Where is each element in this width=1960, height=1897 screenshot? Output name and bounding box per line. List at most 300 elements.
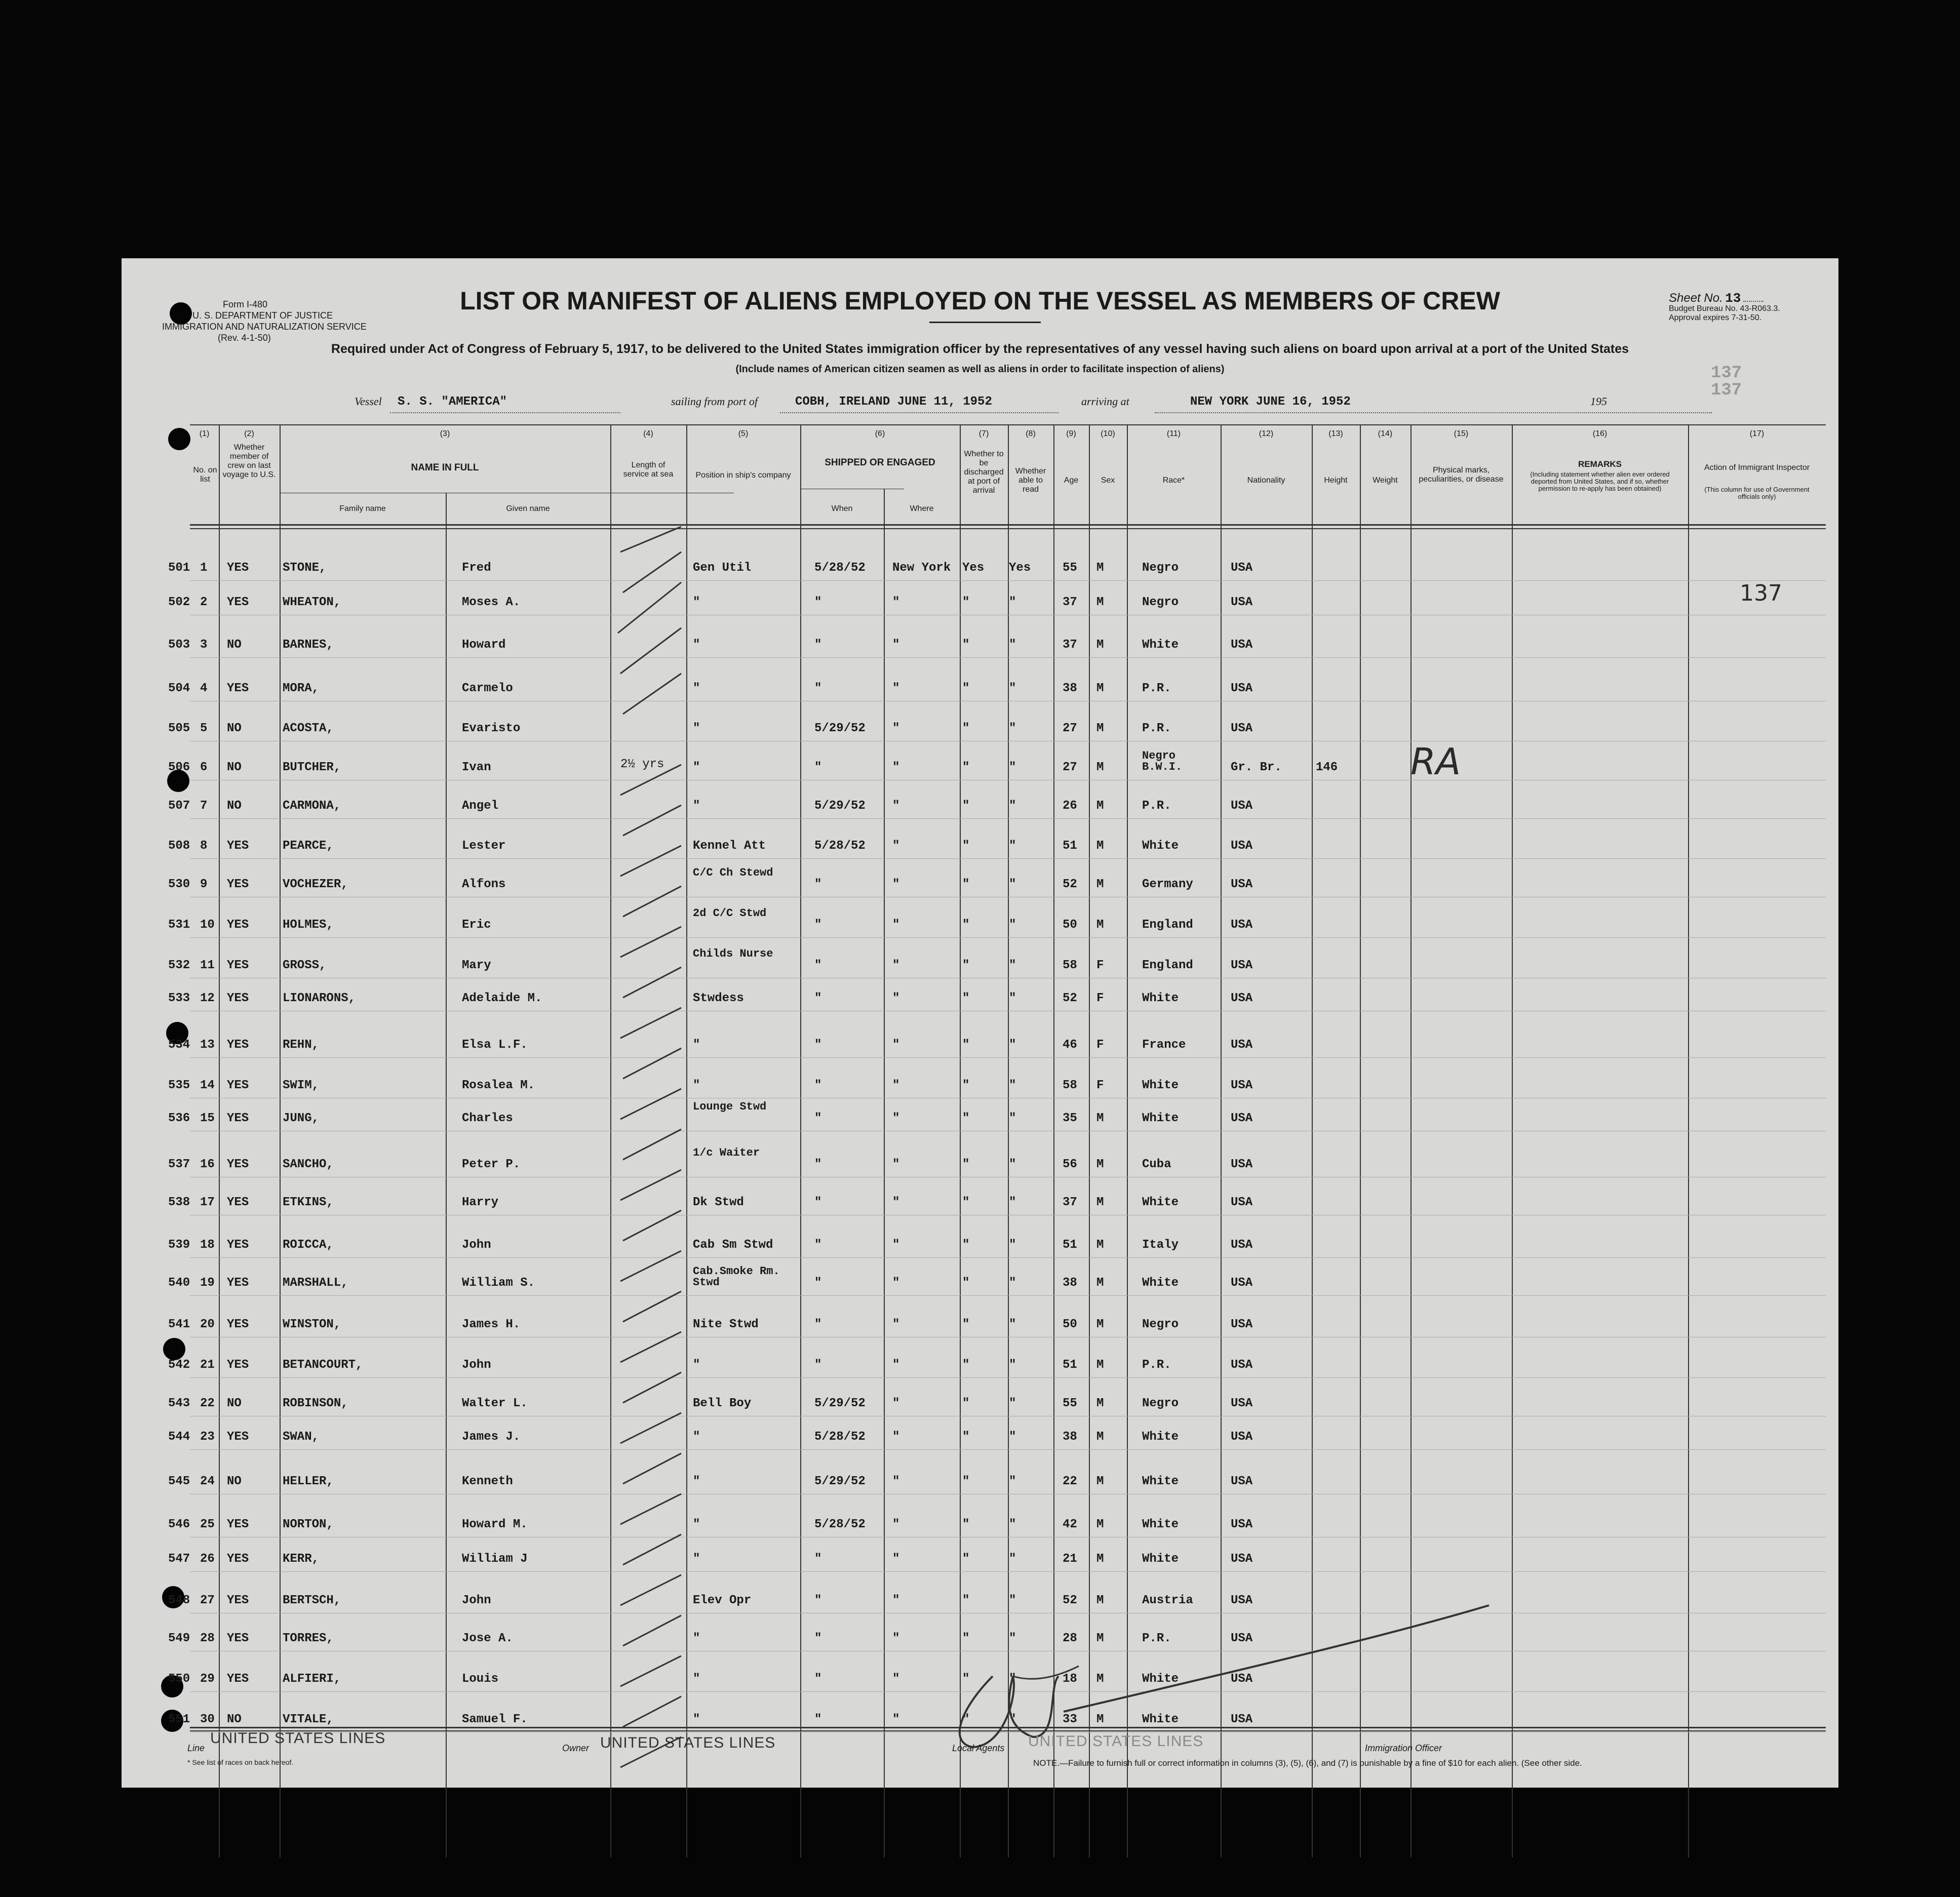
cell-family: BARNES, (283, 638, 334, 652)
cell-age: 56 (1063, 1158, 1077, 1171)
col-position-header: Position in ship's company (695, 471, 791, 480)
cell-family: SWAN, (283, 1430, 320, 1444)
cell-age: 55 (1063, 1397, 1077, 1410)
col-physical-marks-header: Physical marks, peculiarities, or disease (1419, 466, 1504, 484)
cell-given: Mary (462, 959, 491, 972)
cell-sex: M (1096, 878, 1104, 891)
cell-nat: USA (1231, 1112, 1253, 1125)
cell-when: " (814, 992, 822, 1005)
cell-serial: 501 (168, 561, 190, 575)
cell-given: Moses A. (462, 596, 521, 609)
cell-pos: " (693, 1713, 700, 1726)
cell-race: Negro (1142, 1318, 1179, 1331)
punch-hole (168, 428, 190, 450)
cell-n: 6 (200, 761, 208, 774)
cell-nat: USA (1231, 682, 1253, 695)
cell-read: " (1009, 1318, 1016, 1331)
col-shipped-header: SHIPPED OR ENGAGED (825, 457, 935, 468)
cell-nat: USA (1231, 1430, 1253, 1444)
cell-family: WHEATON, (283, 596, 341, 609)
col-family-name-header: Family name (339, 504, 386, 513)
cell-nat: USA (1231, 1318, 1253, 1331)
cell-serial: 530 (168, 878, 190, 891)
stamped-page-number: 137 137 (1711, 364, 1742, 400)
cell-pos: " (693, 1552, 700, 1566)
cell-last: YES (227, 992, 249, 1005)
cell-disch: " (962, 1672, 970, 1686)
cell-nat: USA (1231, 918, 1253, 932)
cell-disch: " (962, 1079, 970, 1092)
cell-read: " (1009, 1196, 1016, 1209)
cell-serial: 531 (168, 918, 190, 932)
cell-pos: C/C Ch Stewd (693, 866, 773, 879)
cell-last: YES (227, 959, 249, 972)
cell-disch: " (962, 992, 970, 1005)
cell-sex: M (1096, 561, 1104, 575)
cell-family: LIONARONS, (283, 992, 356, 1005)
cell-age: 52 (1063, 878, 1077, 891)
cell-age: 38 (1063, 682, 1077, 695)
cell-pos: Elev Opr (693, 1594, 752, 1607)
cell-last: YES (227, 918, 249, 932)
manifest-note: (Include names of American citizen seamen as well as aliens in order to facilitate inspection of aliens) (735, 364, 1225, 375)
cell-sex: M (1096, 682, 1104, 695)
cell-read: " (1009, 1276, 1016, 1290)
cell-sex: F (1096, 992, 1104, 1005)
cell-age: 27 (1063, 722, 1077, 735)
cell-serial: 547 (168, 1552, 190, 1566)
cell-nat: USA (1231, 1632, 1253, 1645)
cell-where: " (892, 1079, 900, 1092)
cell-last: YES (227, 1430, 249, 1444)
cell-serial: 549 (168, 1632, 190, 1645)
cell-race: White (1142, 992, 1179, 1005)
row-rule (190, 1377, 1826, 1378)
cell-age: 18 (1063, 1672, 1077, 1686)
cell-n: 22 (200, 1397, 215, 1410)
cell-age: 52 (1063, 1594, 1077, 1607)
row-rule (190, 1571, 1826, 1572)
cell-nat: USA (1231, 596, 1253, 609)
cell-where: " (892, 1112, 900, 1125)
cell-when: " (814, 878, 822, 891)
cell-last: YES (227, 1594, 249, 1607)
row-rule (190, 1257, 1826, 1258)
cell-n: 20 (200, 1318, 215, 1331)
cell-disch: " (962, 1430, 970, 1444)
cell-given: Lester (462, 839, 506, 853)
cell-family: REHN, (283, 1038, 320, 1052)
cell-serial: 541 (168, 1318, 190, 1331)
cell-sex: M (1096, 1397, 1104, 1410)
cell-race: Italy (1142, 1238, 1179, 1252)
cell-read: " (1009, 799, 1016, 813)
cell-where: " (892, 1672, 900, 1686)
cell-last: YES (227, 682, 249, 695)
cell-sex: F (1096, 959, 1104, 972)
cell-given: William J (462, 1552, 528, 1566)
cell-given: Angel (462, 799, 499, 813)
cell-pos: " (693, 596, 700, 609)
cell-nat: USA (1231, 638, 1253, 652)
cell-family: BETANCOURT, (283, 1358, 363, 1372)
cell-read: " (1009, 722, 1016, 735)
cell-given: John (462, 1238, 491, 1252)
cell-inspector-action: 137 (1740, 580, 1782, 606)
cell-read: " (1009, 1238, 1016, 1252)
cell-last: NO (227, 638, 242, 652)
cell-last: YES (227, 1632, 249, 1645)
cell-race: Negro (1142, 596, 1179, 609)
cell-when: " (814, 1196, 822, 1209)
cell-given: Samuel F. (462, 1713, 528, 1726)
cell-race: Negro (1142, 1397, 1179, 1410)
cell-nat: USA (1231, 1518, 1253, 1531)
cell-age: 51 (1063, 1358, 1077, 1372)
cell-disch: " (962, 1552, 970, 1566)
cell-n: 26 (200, 1552, 215, 1566)
cell-where: " (892, 722, 900, 735)
cell-n: 17 (200, 1196, 215, 1209)
cell-last: NO (227, 799, 242, 813)
col-sex-header: Sex (1101, 476, 1115, 485)
cell-where: " (892, 839, 900, 853)
cell-family: ALFIERI, (283, 1672, 341, 1686)
cell-race: P.R. (1142, 682, 1171, 695)
cell-nat: USA (1231, 1594, 1253, 1607)
service-length-strokes (610, 511, 686, 1879)
cell-race: Germany (1142, 878, 1193, 891)
cell-last: YES (227, 1318, 249, 1331)
cell-race: Negro (1142, 561, 1179, 575)
cell-serial: 503 (168, 638, 190, 652)
cell-read: " (1009, 959, 1016, 972)
cell-nat: USA (1231, 561, 1253, 575)
cell-disch: " (962, 1475, 970, 1488)
cell-age: 37 (1063, 1196, 1077, 1209)
cell-family: STONE, (283, 561, 327, 575)
cell-nat: USA (1231, 878, 1253, 891)
cell-last: NO (227, 722, 242, 735)
cell-pos: Nite Stwd (693, 1318, 759, 1331)
cell-last: YES (227, 1158, 249, 1171)
cell-disch: " (962, 1158, 970, 1171)
cell-pos: " (693, 1632, 700, 1645)
cell-nat: USA (1231, 1475, 1253, 1488)
cell-n: 14 (200, 1079, 215, 1092)
cell-race: England (1142, 959, 1193, 972)
cell-disch: " (962, 1632, 970, 1645)
cell-where: " (892, 1358, 900, 1372)
cell-race: White (1142, 1079, 1179, 1092)
cell-pos: Lounge Stwd (693, 1100, 767, 1113)
cell-when: " (814, 1112, 822, 1125)
cell-sex: M (1096, 1112, 1104, 1125)
row-rule (190, 818, 1826, 819)
cell-sex: M (1096, 596, 1104, 609)
cell-disch: " (962, 878, 970, 891)
cell-race: Negro B.W.I. (1142, 749, 1183, 773)
col-height-header: Height (1324, 476, 1348, 485)
cell-given: John (462, 1594, 491, 1607)
cell-pos: 1/c Waiter (693, 1147, 760, 1159)
cell-given: Walter L. (462, 1397, 528, 1410)
cell-when: 5/28/52 (814, 839, 866, 853)
cell-when: " (814, 1552, 822, 1566)
cell-disch: " (962, 1518, 970, 1531)
row-rule (190, 858, 1826, 859)
cell-last: NO (227, 1713, 242, 1726)
manifest-title: LIST OR MANIFEST OF ALIENS EMPLOYED ON THE VESSEL AS MEMBERS OF CREW (460, 287, 1500, 315)
cell-family: HOLMES, (283, 918, 334, 932)
cell-last: YES (227, 1112, 249, 1125)
cell-race: White (1142, 1713, 1179, 1726)
cell-given: William S. (462, 1276, 535, 1290)
cell-age: 21 (1063, 1552, 1077, 1566)
cell-nat: USA (1231, 722, 1253, 735)
sailing-port: COBH, IRELAND JUNE 11, 1952 (795, 395, 992, 409)
cell-last: YES (227, 596, 249, 609)
cell-age: 22 (1063, 1475, 1077, 1488)
cell-read: " (1009, 1358, 1016, 1372)
manifest-subtitle: Required under Act of Congress of February 5, 1917, to be delivered to the United States immigration officer by the representatives of any vessel having such aliens on board upon arrival at a port of the United States (331, 342, 1629, 356)
row-rule (190, 580, 1826, 581)
cell-read: " (1009, 638, 1016, 652)
cell-last: NO (227, 1397, 242, 1410)
cell-age: 55 (1063, 561, 1077, 575)
col-remarks-subheader: (Including statement whether alien ever ordered deported from United States, and if so, whether permission to re-apply has been obtained) (1530, 470, 1670, 492)
cell-family: ROICCA, (283, 1238, 334, 1252)
cell-last: YES (227, 1038, 249, 1052)
cell-where: New York (892, 561, 951, 575)
cell-last: YES (227, 1079, 249, 1092)
sheet-info: Sheet No. 13 Budget Bureau No. 43-R063.3. Approval expires 7-31-50. (1669, 291, 1780, 322)
cell-where: " (892, 1475, 900, 1488)
cell-last: NO (227, 1475, 242, 1488)
cell-read: " (1009, 1672, 1016, 1686)
cell-when: " (814, 761, 822, 774)
cell-read: " (1009, 839, 1016, 853)
cell-age: 38 (1063, 1430, 1077, 1444)
cell-serial: 539 (168, 1238, 190, 1252)
cell-race: England (1142, 918, 1193, 932)
cell-race: White (1142, 1276, 1179, 1290)
cell-n: 28 (200, 1632, 215, 1645)
cell-age: 28 (1063, 1632, 1077, 1645)
cell-disch: " (962, 722, 970, 735)
cell-where: " (892, 1238, 900, 1252)
cell-when: 5/28/52 (814, 1518, 866, 1531)
cell-where: " (892, 638, 900, 652)
cell-family: SANCHO, (283, 1158, 334, 1171)
cell-race: P.R. (1142, 1358, 1171, 1372)
cell-age: 50 (1063, 1318, 1077, 1331)
cell-last: YES (227, 1196, 249, 1209)
cell-n: 12 (200, 992, 215, 1005)
cell-last: YES (227, 1238, 249, 1252)
cell-pos: " (693, 722, 700, 735)
cell-read: " (1009, 1112, 1016, 1125)
cell-sex: M (1096, 1632, 1104, 1645)
cell-n: 29 (200, 1672, 215, 1686)
cell-disch: " (962, 959, 970, 972)
cell-n: 1 (200, 561, 208, 575)
cell-physical-marks: RA (1410, 740, 1461, 783)
cell-n: 15 (200, 1112, 215, 1125)
cell-given: Kenneth (462, 1475, 513, 1488)
cell-nat: USA (1231, 1196, 1253, 1209)
line-stamp: UNITED STATES LINES (210, 1730, 386, 1747)
cell-read: " (1009, 1594, 1016, 1607)
manifest-sheet: Form I-480 U. S. DEPARTMENT OF JUSTICE IMMIGRATION AND NATURALIZATION SERVICE (Rev. 4-1-50) LIST OR MANIFEST OF ALIENS EMPLOYED ON THE VESSEL AS MEMBERS OF CREW Required under Act of Congress of February 5, 1917, to be delivered to the United States immigration officer by the representatives of any vessel having such aliens on board upon arrival at a port of the United States (Include names of American citizen seamen as well as aliens in order to facilitate inspection of aliens) Sheet No. 13 Budget Bureau No. 43-R063.3. Approval expires 7-31-50. 137 137 Vessel S. S. "AMERICA" sailing from port of COBH, IRELAND JUNE 11, 1952 arriving at NEW YORK JUNE 16, 1952 195 (1) No. on list (2) Whether member of crew on last voyage to U.S. (3) NAME IN FULL Family name Given name (4) Length of service at sea (5) Position in ship's company (6) SHIPPED OR ENGAGED When Where (7) Whether to be discharged at port of arrival (8) Whether able to read (9) Age (10) Sex (11) Race* (12) Nationality (13) Height (14) Weight (15) Physical marks, peculiarities, or disease (16) REMARKS (Including statement whether alien ever ordered deported from United States, and if so, whether permission to re-apply has been obtained) (17) Action of Immigrant Inspector (This column for use of Government officials only) 501 1 YES STONE, Fred Gen Util 5/28/52 New York Yes Yes 55 M Negro USA 502 2 YES WHEATON, Moses A. " " " " " 37 M Negro USA 137 503 3 NO BARNES, Howard " " " " " 37 M White USA 504 4 YES MORA, Carmelo " " " " " 38 M P.R. USA 505 5 NO ACOSTA, Evaristo " 5/29/52 " " " 27 M P.R. USA 506 6 NO BUTCHER, Ivan " " " " " 27 M Negro B.W.I. Gr. Br. 146 2½ yrs RA 507 7 NO CARMONA, Angel " 5/29/52 " " " 26 M P.R. USA 508 8 YES PEARCE, Lester Kennel Att 5/28/52 " " " 51 M White USA 530 9 YES VOCHEZER, Alfons C/C Ch Stewd " " " " 52 M Germany USA 531 10 YES HOLMES, Eric 2d C/C Stwd " " " " 50 M England USA 532 11 YES GROSS, Mary Childs Nurse " " " " 58 F England USA 533 12 YES LIONARONS, Adelaide M. Stwdess " " " " 52 F White USA 534 13 YES REHN, Elsa L.F. " " " " " 46 F France USA 535 14 YES SWIM, Rosalea M. " " " " " 58 F White USA 536 15 YES JUNG, Charles Lounge Stwd " " " " 35 M White USA 537 16 YES SANCHO, Peter P. 1/c Waiter " " " " 56 M Cuba USA 538 17 YES ETKINS, Harry Dk Stwd " " " " 37 M White USA 539 18 YES ROICCA, John Cab Sm Stwd " " " " 51 M Italy USA 540 19 YES MARSHALL, William S. Cab.Smoke Rm. Stwd " " " " 38 M White USA 541 20 YES WINSTON, James H. Nite Stwd " " " " 50 M Negro USA 542 21 YES BETANCOURT, John " " " " " 51 M P.R. USA 543 22 NO ROBINSON, Walter L. Bell Boy 5/29/52 " " " 55 M Negro USA 544 23 YES SWAN, James J. " 5/28/52 " " " 38 M White USA 545 24 NO HELLER, Kenneth " 5/29/52 " " " 22 M White USA 546 25 YES NORTON, Howard M. " 5/28/52 " " " 42 M White USA 547 26 YES KERR, William J " " " " " 21 M White USA 548 27 YES BERTSCH, John Elev Opr " " " " 52 M Austria USA 549 28 YES TORRES, Jose A. " " " " " 28 M P.R. USA 550 29 YES ALFIERI, Louis " " " " " 18 M White USA 551 30 NO VITALE, Samuel F. " " " " " 33 M White USA Line UNITED STATES LINES Owner UNITED STATES LINES Local Agents UNITED STATES LINES Immigration Officer * See list of races on back hereof. NOTE.—Failure to furnish full or correct information in columns (3), (5), (6), and (7) is punishable by a fine of $10 for each alien. (See other side. (122, 258, 1838, 1788)
cell-serial: 502 (168, 596, 190, 609)
cell-sex: F (1096, 1038, 1104, 1052)
cell-n: 24 (200, 1475, 215, 1488)
cell-age: 37 (1063, 638, 1077, 652)
cell-when: " (814, 1713, 822, 1726)
cell-when: " (814, 682, 822, 695)
cell-where: " (892, 1430, 900, 1444)
cell-given: Howard M. (462, 1518, 528, 1531)
cell-last: YES (227, 1672, 249, 1686)
cell-disch: " (962, 1196, 970, 1209)
cell-race: P.R. (1142, 799, 1171, 813)
row-rule (190, 937, 1826, 938)
cell-where: " (892, 992, 900, 1005)
cell-given: Harry (462, 1196, 499, 1209)
cell-read: " (1009, 1397, 1016, 1410)
cell-age: 46 (1063, 1038, 1077, 1052)
cell-read: " (1009, 1632, 1016, 1645)
cell-race: P.R. (1142, 1632, 1171, 1645)
col-inspector-action-header: Action of Immigrant Inspector (1704, 463, 1810, 472)
cell-nat: USA (1231, 1397, 1253, 1410)
cell-last: YES (227, 878, 249, 891)
cell-nat: USA (1231, 1552, 1253, 1566)
cell-last: YES (227, 1276, 249, 1290)
cell-age: 51 (1063, 1238, 1077, 1252)
cell-n: 25 (200, 1518, 215, 1531)
cell-where: " (892, 959, 900, 972)
cell-when: " (814, 1594, 822, 1607)
cell-sex: M (1096, 1594, 1104, 1607)
col-read-header: Whether able to read (1015, 467, 1046, 494)
cell-age: 35 (1063, 1112, 1077, 1125)
cell-pos: " (693, 1038, 700, 1052)
cell-given: James J. (462, 1430, 521, 1444)
cell-when: " (814, 638, 822, 652)
cell-race: White (1142, 1475, 1179, 1488)
cell-age: 52 (1063, 992, 1077, 1005)
cell-read: " (1009, 1475, 1016, 1488)
cell-where: " (892, 1196, 900, 1209)
cell-disch: " (962, 761, 970, 774)
cell-when: " (814, 918, 822, 932)
cell-last: NO (227, 761, 242, 774)
cell-sex: M (1096, 638, 1104, 652)
cell-age: 27 (1063, 761, 1077, 774)
row-rule (190, 1057, 1826, 1058)
cell-serial: 551 (168, 1713, 190, 1726)
cell-disch: " (962, 1318, 970, 1331)
cell-last: YES (227, 1518, 249, 1531)
cell-given: Peter P. (462, 1158, 521, 1171)
cell-where: " (892, 1397, 900, 1410)
cell-pos: 2d C/C Stwd (693, 907, 767, 920)
cell-when: " (814, 1318, 822, 1331)
cell-given: Jose A. (462, 1632, 513, 1645)
cell-where: " (892, 682, 900, 695)
cell-given: Evaristo (462, 722, 521, 735)
cell-serial: 540 (168, 1276, 190, 1290)
cell-pos: Dk Stwd (693, 1196, 744, 1209)
col-age-header: Age (1064, 476, 1079, 485)
cell-nat: USA (1231, 1358, 1253, 1372)
cell-last: YES (227, 839, 249, 853)
cell-serial: 534 (168, 1038, 190, 1052)
cell-given: Ivan (462, 761, 491, 774)
cell-given: Adelaide M. (462, 992, 542, 1005)
cell-serial: 535 (168, 1079, 190, 1092)
cell-pos: " (693, 799, 700, 813)
cell-age: 51 (1063, 839, 1077, 853)
cell-serial: 542 (168, 1358, 190, 1372)
col-discharge-header: Whether to be discharged at port of arrival (964, 450, 1004, 495)
cell-family: ETKINS, (283, 1196, 334, 1209)
cell-last: YES (227, 561, 249, 575)
cell-sex: M (1096, 1430, 1104, 1444)
cell-n: 27 (200, 1594, 215, 1607)
arrival-port: NEW YORK JUNE 16, 1952 (1190, 395, 1351, 409)
cell-last: YES (227, 1552, 249, 1566)
cell-serial: 505 (168, 722, 190, 735)
punch-hole (163, 1338, 185, 1360)
cell-serial: 533 (168, 992, 190, 1005)
cell-where: " (892, 1594, 900, 1607)
cell-disch: " (962, 1038, 970, 1052)
cell-nat: USA (1231, 839, 1253, 853)
cell-nat: USA (1231, 1038, 1253, 1052)
cell-where: " (892, 761, 900, 774)
cell-when: " (814, 596, 822, 609)
col-name-header: NAME IN FULL (411, 462, 479, 473)
cell-n: 19 (200, 1276, 215, 1290)
cell-serial: 504 (168, 682, 190, 695)
cell-disch: " (962, 1358, 970, 1372)
cell-age: 42 (1063, 1518, 1077, 1531)
cell-serial: 545 (168, 1475, 190, 1488)
cell-disch: " (962, 1397, 970, 1410)
local-agents-label: Local Agents (952, 1743, 1005, 1753)
cell-n: 30 (200, 1713, 215, 1726)
cell-pos: Bell Boy (693, 1397, 752, 1410)
cell-n: 18 (200, 1238, 215, 1252)
cell-family: JUNG, (283, 1112, 320, 1125)
cell-disch: Yes (962, 561, 985, 575)
title-rule (929, 322, 1041, 323)
vessel-name: S. S. "AMERICA" (398, 395, 507, 409)
cell-nat: USA (1231, 992, 1253, 1005)
cell-sex: M (1096, 722, 1104, 735)
cell-when: 5/29/52 (814, 722, 866, 735)
cell-given: Howard (462, 638, 506, 652)
cell-family: ACOSTA, (283, 722, 334, 735)
col-nationality-header: Nationality (1247, 476, 1285, 485)
cell-sex: M (1096, 1238, 1104, 1252)
cell-pos: " (693, 682, 700, 695)
cell-disch: " (962, 1238, 970, 1252)
cell-read: " (1009, 761, 1016, 774)
